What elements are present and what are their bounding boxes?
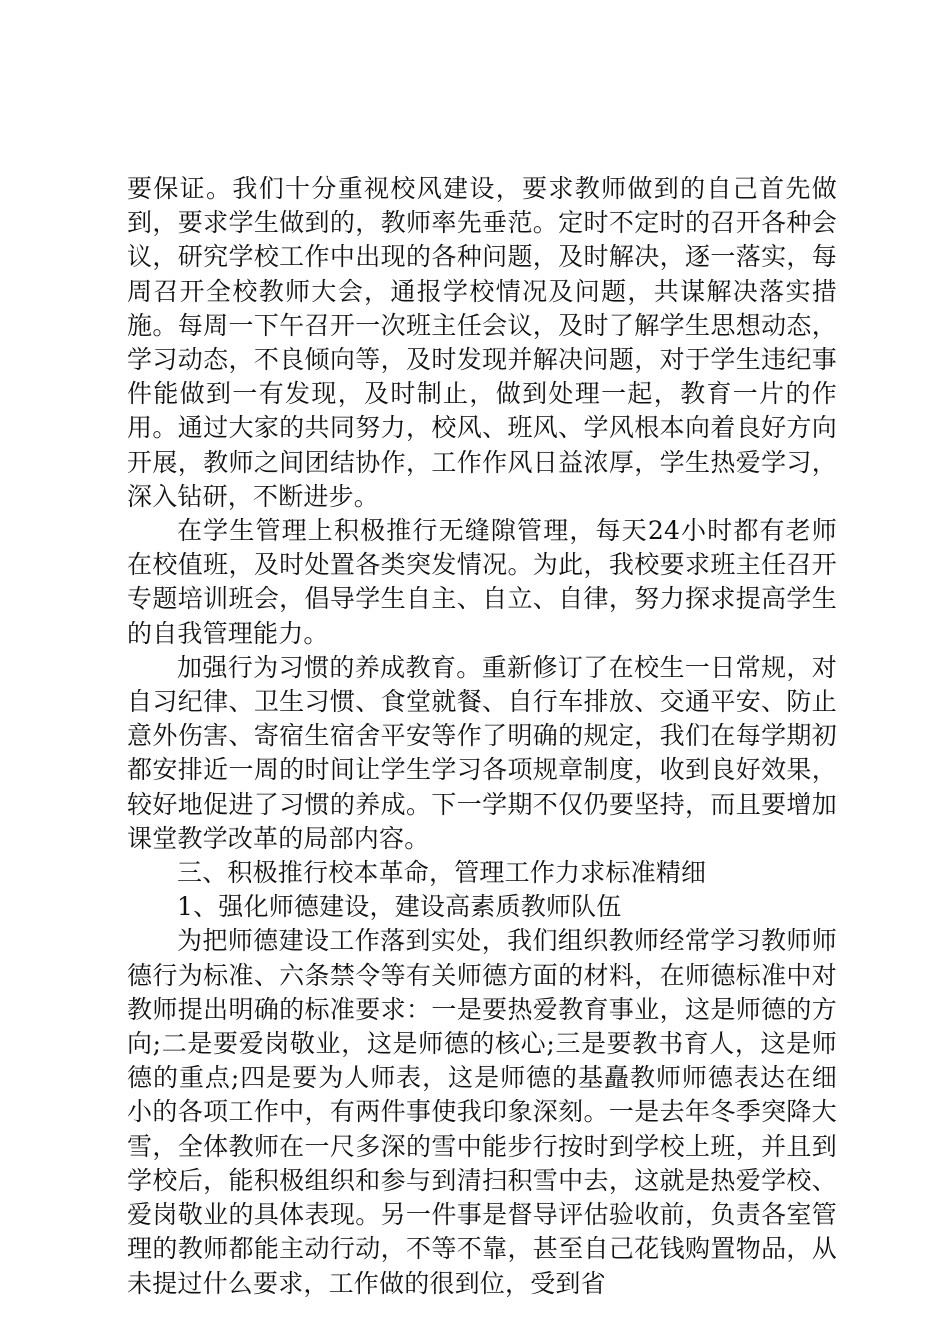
section-heading-3: 三、积极推行校本革命，管理工作力求标准精细: [177, 858, 707, 888]
paragraph-school-culture: 要保证。我们十分重视校风建设，要求教师做到的自己首先做到，要求学生做到的，教师率先垂范。定时不定时的召开各种会议，研究学校工作中出现的各种问题，及时解决，逐一落实，每周召开全校教师大会，通报学校情况及问题，共谋解决落实措施。每周一下午召开一次班主任会议，及时了解学生思想动态，学习动态，不良倾向等，及时发现并解决问题，对于学生违纪事件能做到一有发现，及时制止，做到处理一起，教育一片的作用。通过大家的共同努力，校风、班风、学风根本向着良好方向开展，教师之间团结协作，工作作风日益浓厚，学生热爱学习，深入钻研，不断进步。: [127, 174, 837, 511]
paragraph-habit-education: 加强行为习惯的养成教育。重新修订了在校生一日常规，对自习纪律、卫生习惯、食堂就餐、自行车排放、交通平安、防止意外伤害、寄宿生宿舍平安等作了明确的规定，我们在每学期初都安排近一周的时间让学生学习各项规章制度，收到良好效果，较好地促进了习惯的养成。下一学期不仅仍要坚持，而且要增加课堂教学改革的局部内容。: [127, 652, 837, 853]
paragraph-student-management: 在学生管理上积极推行无缝隙管理，每天24小时都有老师在校值班，及时处置各类突发情况。为此，我校要求班主任召开专题培训班会，倡导学生自主、自立、自律，努力探求提高学生的自我管理能力。: [127, 516, 837, 648]
document-body: [127, 172, 837, 1301]
paragraph-teacher-ethics: 为把师德建设工作落到实处，我们组织教师经常学习教师师德行为标准、六条禁令等有关师德方面的材料，在师德标准中对教师提出明确的标准要求：一是要热爱教育事业，这是师德的方向;二是要爱岗敬业，这是师德的核心;三是要教书育人，这是师德的重点;四是要为人师表，这是师德的基矗教师师德表达在细小的各项工作中，有两件事使我印象深刻。一是去年冬季突降大雪，全体教师在一尺多深的雪中能步行按时到学校上班，并且到学校后，能积极组织和参与到清扫积雪中去，这就是热爱学校、爱岗敬业的具体表现。另一件事是督导评估验收前，负责各室管理的教师都能主动行动，不等不靠，甚至自己花钱购置物品，从未提过什么要求，工作做的很到位，受到省: [127, 926, 837, 1298]
subsection-heading-1: 1、强化师德建设，建设高素质教师队伍: [177, 892, 622, 922]
